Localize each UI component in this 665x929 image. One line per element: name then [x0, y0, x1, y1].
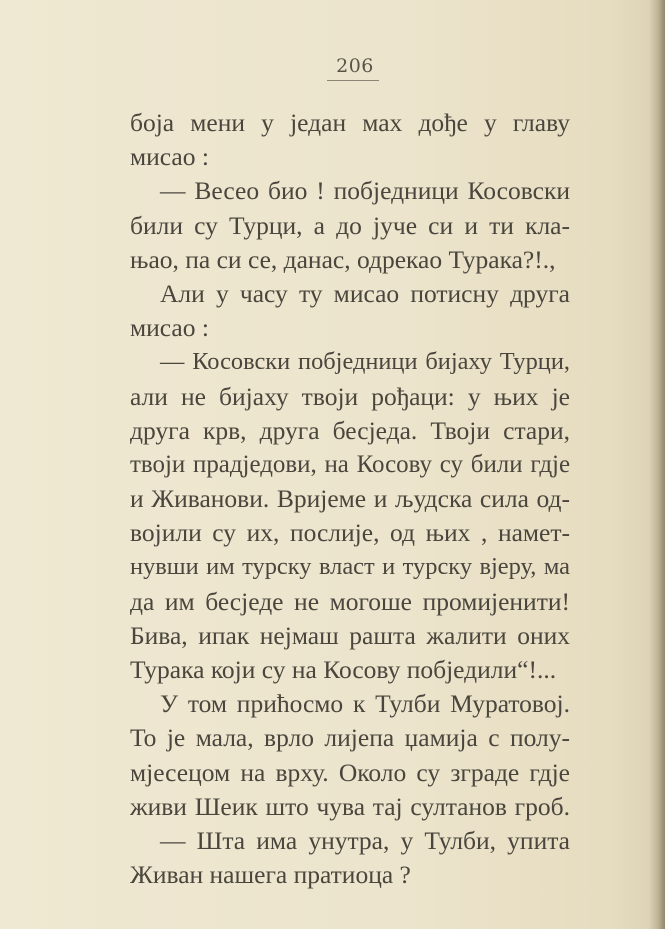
- body-text: [130, 106, 570, 892]
- text-line: — Весео био ! побједници Косовски: [160, 176, 570, 206]
- text-line: У том прићосмо к Тулби Муратовој.: [160, 689, 570, 719]
- text-line: Бива, ипак нејмаш рашта жалити оних: [130, 620, 570, 650]
- text-line: друга крв, друга бесједа. Твоји стари,: [130, 415, 570, 445]
- text-line: Живан нашега пратиоца ?: [130, 860, 411, 890]
- page-number: 206: [336, 55, 374, 77]
- text-line: твоји прадједови, на Косову су били гдје: [130, 450, 570, 478]
- text-line: њао, па си се, данас, одрекао Турака?!.,: [130, 244, 556, 274]
- page-edge: [649, 0, 665, 929]
- text-line: и Живанови. Вријеме и људска сила од-: [130, 484, 570, 514]
- text-line: мјесецом на врху. Около су зграде гдје: [130, 757, 570, 787]
- text-line: војили су их, послије, од њих , намет-: [130, 518, 570, 548]
- text-line: мисао :: [130, 313, 209, 343]
- text-line: — Шта има унутра, у Тулби, упита: [160, 825, 570, 855]
- text-line: мисао :: [130, 142, 209, 172]
- text-line: Али у часу ту мисао потисну друга: [160, 278, 570, 308]
- text-line: — Косовски побједници бијаху Турци,: [160, 348, 570, 376]
- text-line: боја мени у један мах дође у главу: [130, 108, 570, 137]
- text-line: живи Шеик што чува тај султанов гроб.: [130, 791, 570, 821]
- text-line: али не бијаху твоји рођаци: у њих је: [130, 381, 570, 411]
- text-line: нувши им турску власт и турску вјеру, ма: [130, 553, 570, 581]
- text-line: били су Турци, а до јуче си и ти кла-: [130, 210, 570, 240]
- text-line: Турака који су на Косову побједили“!...: [130, 655, 557, 684]
- text-line: То је мала, врло лијепа џамија с полу-: [130, 723, 570, 753]
- page-number-rule: [327, 80, 379, 81]
- text-line: да им бесједе не могоше промијенити!: [130, 586, 570, 616]
